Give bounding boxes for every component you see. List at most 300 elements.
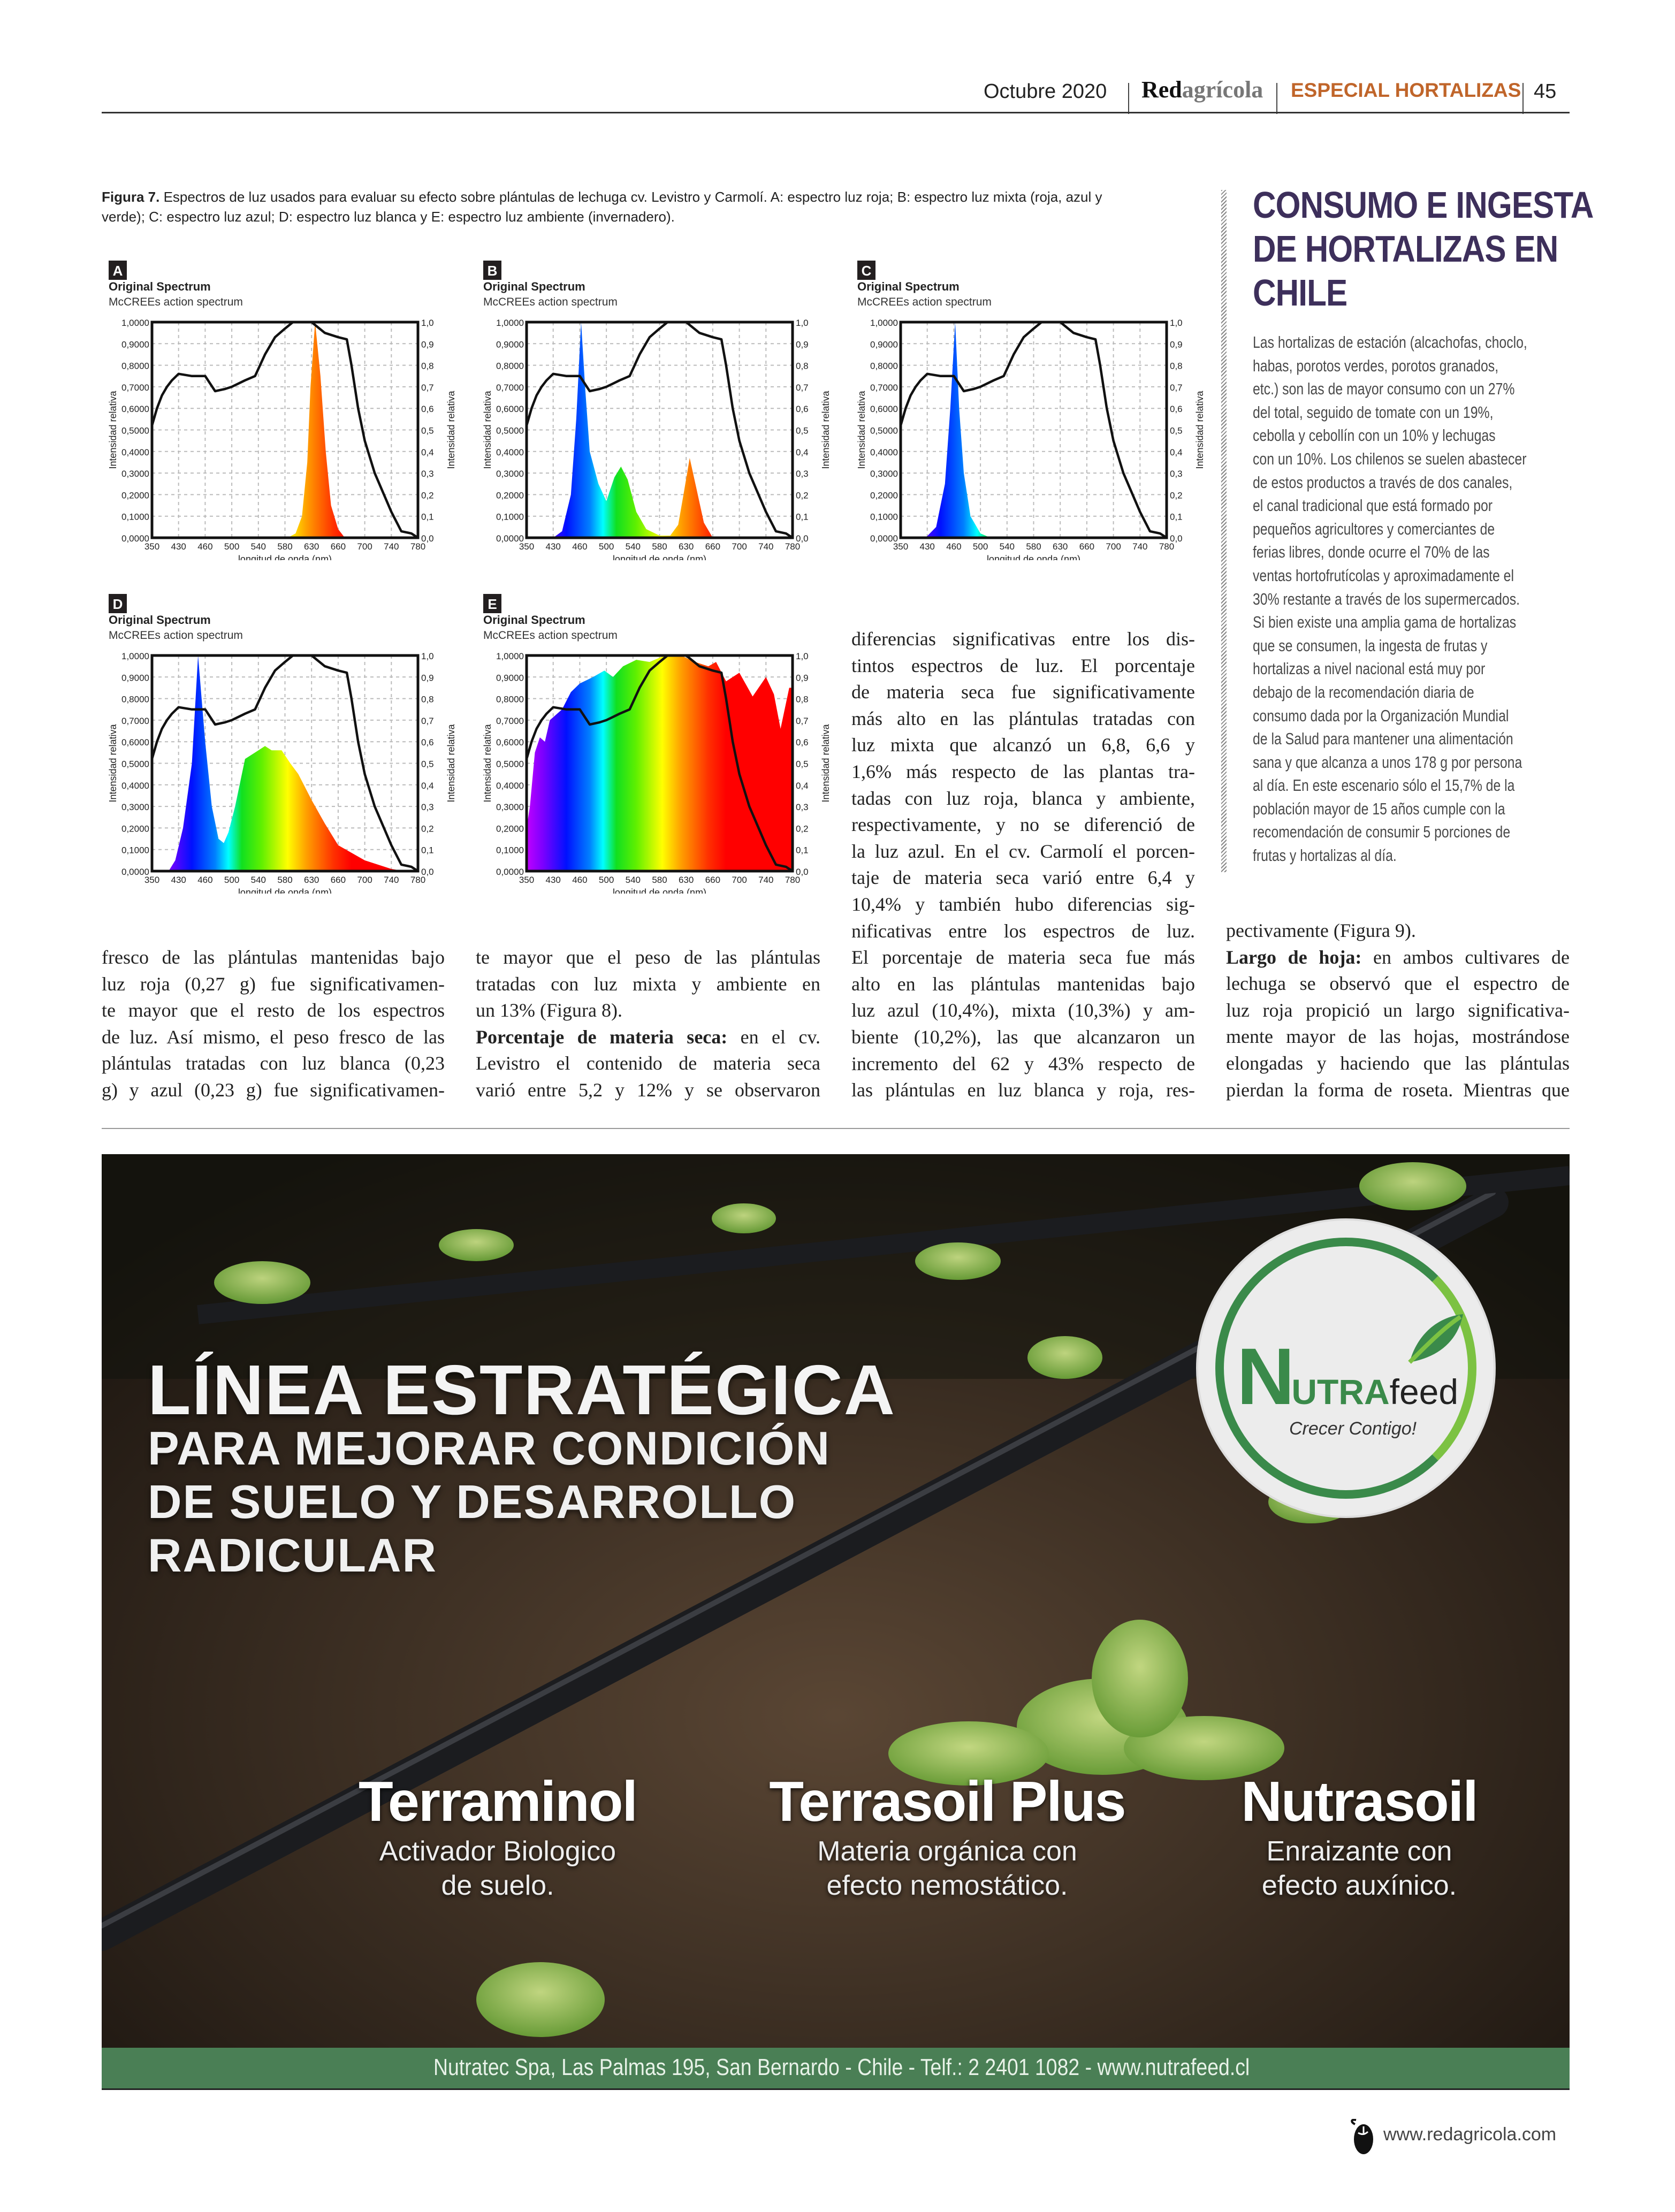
- y-tick-label-right: 0,9: [421, 339, 434, 350]
- text-line: frutas y hortalizas al día.: [1253, 846, 1397, 865]
- y-axis-label-left: Intensidad relativa: [109, 724, 118, 803]
- text-run: en el cv.: [727, 1026, 820, 1048]
- product-name: Nutrasoil: [1241, 1770, 1478, 1833]
- text-line: diferencias significativas entre los dis-: [851, 628, 1195, 650]
- y-tick-label-right: 0,7: [796, 382, 809, 393]
- y-tick-label-left: 0,7000: [121, 715, 149, 726]
- chart-b: [483, 261, 836, 560]
- y-tick-label-right: 0,2: [421, 823, 434, 834]
- y-tick-label-left: 0,0000: [496, 533, 524, 544]
- x-tick-label: 540: [999, 541, 1015, 552]
- sidebar-title: [1253, 183, 1593, 315]
- x-tick-label: 700: [732, 875, 747, 885]
- x-tick-label: 630: [304, 541, 319, 552]
- text-line: Las hortalizas de estación (alcachofas, choclo,: [1253, 333, 1527, 352]
- x-tick-label: 460: [572, 541, 588, 552]
- x-tick-label: 540: [250, 541, 266, 552]
- product-description: Materia orgánica con: [817, 1836, 1077, 1867]
- section-divider: [102, 1128, 1570, 1129]
- y-tick-label-left: 1,0000: [870, 318, 898, 328]
- x-tick-label: 460: [197, 875, 213, 885]
- text-line: de materia seca fue significativamente: [851, 681, 1195, 703]
- y-tick-label-left: 0,4000: [496, 447, 524, 457]
- y-tick-label-right: 0,5: [421, 425, 434, 436]
- text-line: habas, porotos verdes, porotos granados,: [1253, 356, 1499, 375]
- text-line: más alto en las plántulas tratadas con: [851, 707, 1195, 729]
- figure-caption-text: Espectros de luz usados para evaluar su efecto sobre plántulas de lechuga cv. Levistro y Carmolí. A: espectro luz roja; B: espectro luz mixta (roja, azul y verde); C: espectro luz azul; D: espectro luz blanca y E: espectro luz ambiente (invernadero).: [102, 189, 1102, 225]
- y-tick-label-left: 0,3000: [496, 469, 524, 479]
- text-line: luz azul (10,4%), mixta (10,3%) y am-: [851, 1000, 1195, 1021]
- x-axis-label: longitud de onda (nm): [612, 554, 707, 560]
- website-link[interactable]: www.redagricola.com: [1383, 2124, 1557, 2145]
- x-tick-label: 740: [758, 875, 774, 885]
- y-axis-label-right: Intensidad relativa: [446, 724, 456, 803]
- header-divider: [1522, 83, 1524, 114]
- y-tick-label-right: 0,2: [796, 823, 809, 834]
- y-tick-label-left: 0,5000: [121, 425, 149, 436]
- x-tick-label: 780: [785, 541, 801, 552]
- text-line: fresco de las plántulas mantenidas bajo: [102, 947, 445, 968]
- x-tick-label: 500: [224, 875, 240, 885]
- y-tick-label-left: 0,3000: [121, 802, 149, 813]
- x-axis-label: longitud de onda (nm): [238, 554, 332, 560]
- x-tick-label: 660: [1079, 541, 1095, 552]
- panel-label: A: [112, 263, 123, 279]
- x-tick-label: 430: [171, 541, 186, 552]
- y-tick-label-left: 0,5000: [496, 759, 524, 769]
- x-tick-label: 740: [758, 541, 774, 552]
- y-tick-label-left: 0,8000: [121, 361, 149, 371]
- text-line: cebolla y cebollín con un 10% y lechugas: [1253, 426, 1496, 445]
- y-tick-label-left: 0,4000: [496, 780, 524, 791]
- header-divider: [1276, 83, 1277, 114]
- x-tick-label: 350: [144, 875, 160, 885]
- y-tick-label-left: 0,4000: [121, 447, 149, 457]
- x-tick-label: 580: [652, 541, 667, 552]
- text-line: biente (10,2%), las que alcanzaron un: [851, 1026, 1195, 1048]
- y-tick-label-left: 0,1000: [496, 512, 524, 522]
- x-tick-label: 460: [572, 875, 588, 885]
- text-line: tratadas con luz mixta y ambiente en: [476, 973, 820, 995]
- y-tick-label-left: 0,9000: [870, 339, 898, 350]
- y-tick-label-left: 1,0000: [496, 651, 524, 661]
- text-line: nificativas entre los espectros de luz.: [851, 920, 1195, 942]
- y-tick-label-right: 0,8: [421, 694, 434, 705]
- ad-subheadline: PARA MEJORAR CONDICIÓN: [148, 1422, 831, 1475]
- x-tick-label: 500: [598, 541, 614, 552]
- x-tick-label: 660: [330, 875, 346, 885]
- y-tick-label-right: 0,4: [1170, 447, 1183, 457]
- text-line: taje de materia seca varió entre 6,4 y: [851, 867, 1195, 889]
- x-tick-label: 350: [144, 541, 160, 552]
- header-rule: [102, 112, 1570, 113]
- y-tick-label-left: 0,7000: [870, 382, 898, 393]
- x-tick-label: 350: [893, 541, 909, 552]
- y-tick-label-right: 0,6: [421, 404, 434, 415]
- x-tick-label: 630: [679, 875, 694, 885]
- text-line: debajo de la recomendación diaria de: [1253, 682, 1474, 701]
- text-run: en ambos cultivares de: [1361, 946, 1570, 968]
- x-tick-label: 580: [277, 541, 293, 552]
- text-line: [1226, 918, 1570, 944]
- publication-logo: [1141, 76, 1263, 103]
- y-tick-label-right: 0,4: [796, 780, 809, 791]
- x-tick-label: 630: [304, 875, 319, 885]
- product-terrasoil-plus: [728, 1769, 1167, 1903]
- y-tick-label-left: 0,2000: [121, 490, 149, 501]
- y-tick-label-right: 0,1: [796, 845, 809, 856]
- y-tick-label-right: 1,0: [421, 318, 434, 328]
- x-tick-label: 540: [250, 875, 266, 885]
- text-line: hortalizas a nivel nacional está muy por: [1253, 659, 1486, 678]
- y-tick-label-left: 0,5000: [496, 425, 524, 436]
- y-tick-label-left: 1,0000: [496, 318, 524, 328]
- y-tick-label-left: 0,1000: [870, 512, 898, 522]
- x-tick-label: 580: [1026, 541, 1041, 552]
- chart-title: Original Spectrum: [109, 613, 211, 627]
- y-tick-label-right: 1,0: [796, 651, 809, 661]
- x-tick-label: 700: [357, 875, 372, 885]
- x-tick-label: 780: [785, 875, 801, 885]
- y-axis-label-right: Intensidad relativa: [1194, 391, 1205, 469]
- chart-subtitle: McCREEs action spectrum: [857, 296, 992, 308]
- figure-label: Figura 7.: [102, 189, 160, 205]
- y-tick-label-right: 0,3: [796, 469, 809, 479]
- y-tick-label-right: 0,7: [421, 382, 434, 393]
- x-tick-label: 500: [972, 541, 988, 552]
- y-tick-label-right: 0,6: [796, 737, 809, 748]
- run-in-heading: Porcentaje de materia seca:: [476, 1026, 728, 1048]
- product-terraminol: [321, 1769, 674, 1903]
- text-line: mente mayor de las hojas, mostrándose: [1226, 1026, 1570, 1048]
- x-tick-label: 350: [519, 541, 535, 552]
- text-line: tintos espectros de luz. El porcentaje: [851, 654, 1195, 676]
- x-tick-label: 460: [946, 541, 962, 552]
- spectrum-chart: [483, 261, 836, 560]
- x-tick-label: 700: [732, 541, 747, 552]
- y-tick-label-right: 0,7: [1170, 382, 1183, 393]
- text-line: de estos productos a través de dos canales,: [1253, 472, 1513, 492]
- y-tick-label-left: 0,2000: [496, 490, 524, 501]
- product-description: Enraizante con: [1266, 1836, 1452, 1867]
- text-line: lechuga se observó que el espectro de: [1226, 973, 1570, 995]
- x-tick-label: 740: [384, 875, 399, 885]
- x-tick-label: 740: [1132, 541, 1148, 552]
- x-tick-label: 430: [919, 541, 935, 552]
- x-tick-label: 580: [277, 875, 293, 885]
- text-line: etc.) son las de mayor consumo con un 27%: [1253, 379, 1515, 399]
- y-axis-label-right: Intensidad relativa: [820, 724, 831, 803]
- y-tick-label-right: 0,8: [796, 361, 809, 371]
- y-tick-label-left: 0,2000: [870, 490, 898, 501]
- y-tick-label-right: 0,0: [1170, 533, 1183, 544]
- y-tick-label-right: 0,1: [1170, 512, 1183, 522]
- text-line: [476, 1024, 820, 1051]
- text-line: ferias libres, donde ocurre el 70% de las: [1253, 543, 1490, 562]
- x-tick-label: 630: [679, 541, 694, 552]
- y-tick-label-left: 0,4000: [121, 780, 149, 791]
- y-tick-label-left: 0,8000: [870, 361, 898, 371]
- product-nutrasoil: [1177, 1769, 1541, 1903]
- text-line: Levistro el contenido de materia seca: [476, 1052, 820, 1074]
- y-tick-label-left: 0,7000: [496, 382, 524, 393]
- y-tick-label-left: 0,7000: [496, 715, 524, 726]
- y-tick-label-right: 0,7: [421, 715, 434, 726]
- chart-a: [109, 261, 462, 560]
- spectrum-chart: [483, 594, 836, 894]
- text-line: que se consumen, la ingesta de frutas y: [1253, 636, 1488, 655]
- product-description: Activador Biologico: [379, 1836, 616, 1867]
- run-in-heading: Largo de hoja:: [1226, 946, 1362, 968]
- text-line: población mayor de 15 años cumple con la: [1253, 799, 1505, 818]
- y-tick-label-left: 0,3000: [121, 469, 149, 479]
- product-description: efecto auxínico.: [1261, 1870, 1457, 1901]
- y-tick-label-left: 1,0000: [121, 318, 149, 328]
- panel-label: D: [112, 596, 123, 612]
- chart-c: [857, 261, 1210, 560]
- y-tick-label-right: 0,2: [421, 490, 434, 501]
- figure-caption: [102, 187, 1135, 227]
- y-tick-label-left: 0,7000: [121, 382, 149, 393]
- text-line: Si bien existe una amplia gama de hortalizas: [1253, 613, 1517, 632]
- x-tick-label: 630: [1053, 541, 1068, 552]
- text-line: tadas con luz roja, blanca y ambiente,: [851, 787, 1195, 809]
- text-line: pierdan la forma de roseta. Mientras que: [1226, 1079, 1570, 1101]
- y-tick-label-right: 0,9: [1170, 339, 1183, 350]
- logo-text: UTRA: [1291, 1372, 1390, 1412]
- sidebar-title-line: CHILE: [1253, 272, 1347, 314]
- x-tick-label: 780: [1159, 541, 1175, 552]
- text-line: recomendación de consumir 5 porciones de: [1253, 822, 1511, 842]
- nutrafeed-logo: [1196, 1218, 1496, 1518]
- chart-subtitle: McCREEs action spectrum: [109, 296, 243, 308]
- text-line: te mayor que el peso de las plántulas: [476, 947, 820, 968]
- text-line: de luz. Así mismo, el peso fresco de las: [102, 1026, 445, 1048]
- y-tick-label-left: 0,5000: [870, 425, 898, 436]
- x-tick-label: 780: [410, 541, 426, 552]
- y-tick-label-left: 0,6000: [870, 404, 898, 415]
- chart-title: Original Spectrum: [857, 280, 960, 293]
- chart-title: Original Spectrum: [483, 613, 585, 627]
- y-tick-label-left: 0,3000: [496, 802, 524, 813]
- text-line: consumo dada por la Organización Mundial: [1253, 706, 1509, 725]
- y-tick-label-left: 0,1000: [496, 845, 524, 856]
- x-tick-label: 660: [705, 875, 721, 885]
- mouse-icon: [1349, 2119, 1375, 2156]
- y-tick-label-right: 1,0: [421, 651, 434, 661]
- text-line: varió entre 5,2 y 12% y se observaron: [476, 1079, 820, 1101]
- y-tick-label-right: 0,0: [421, 533, 434, 544]
- product-name: Terraminol: [359, 1770, 637, 1833]
- article-column-1: [102, 944, 445, 1104]
- y-tick-label-left: 0,8000: [121, 694, 149, 705]
- y-tick-label-right: 0,0: [796, 867, 809, 877]
- y-axis-label-left: Intensidad relativa: [483, 391, 493, 469]
- ad-contact-info[interactable]: Nutratec Spa, Las Palmas 195, San Bernardo - Chile - Telf.: 2 2401 1082 - www.nutrafeed.cl: [433, 2054, 1250, 2080]
- text-line: sana y que alcanza a unos 178 g por persona: [1253, 752, 1522, 772]
- x-tick-label: 500: [224, 541, 240, 552]
- y-tick-label-right: 0,2: [1170, 490, 1183, 501]
- y-tick-label-left: 0,9000: [496, 673, 524, 683]
- y-tick-label-left: 0,4000: [870, 447, 898, 457]
- y-tick-label-left: 0,1000: [121, 845, 149, 856]
- y-tick-label-right: 0,5: [796, 425, 809, 436]
- y-tick-label-right: 0,5: [421, 759, 434, 769]
- chart-subtitle: McCREEs action spectrum: [483, 629, 618, 642]
- panel-label: C: [861, 263, 872, 279]
- x-tick-label: 700: [1106, 541, 1121, 552]
- y-tick-label-right: 0,4: [421, 447, 434, 457]
- spectrum-chart: [857, 261, 1210, 560]
- text-line: El porcentaje de materia seca fue más: [851, 947, 1195, 968]
- y-tick-label-right: 0,6: [1170, 404, 1183, 415]
- y-tick-label-right: 0,4: [421, 780, 434, 791]
- text-line: alto en las plántulas mantenidas bajo: [851, 973, 1195, 995]
- text-line: las plántulas en luz blanca y roja, res-: [851, 1079, 1195, 1101]
- y-tick-label-left: 0,0000: [121, 867, 149, 877]
- product-description: efecto nemostático.: [826, 1870, 1068, 1901]
- text-line: te mayor que el resto de los espectros: [102, 1000, 445, 1021]
- page-number: 45: [1534, 80, 1557, 103]
- text-line: luz mixta que alcanzó un 6,8, 6,6 y: [851, 734, 1195, 756]
- x-tick-label: 580: [652, 875, 667, 885]
- y-tick-label-left: 0,1000: [121, 512, 149, 522]
- y-tick-label-right: 0,8: [421, 361, 434, 371]
- y-tick-label-right: 0,9: [796, 673, 809, 683]
- y-tick-label-left: 0,8000: [496, 694, 524, 705]
- y-tick-label-right: 0,8: [1170, 361, 1183, 371]
- y-tick-label-right: 0,5: [1170, 425, 1183, 436]
- text-line: al día. En este escenario sólo el 15,7% de la: [1253, 776, 1515, 795]
- text-run: pectivamente (Figura 9).: [1226, 920, 1416, 941]
- y-axis-label-right: Intensidad relativa: [446, 391, 456, 469]
- ad-headline: LÍNEA ESTRATÉGICA: [148, 1351, 896, 1429]
- issue-date: Octubre 2020: [984, 80, 1107, 103]
- y-tick-label-left: 0,2000: [121, 823, 149, 834]
- panel-label: E: [488, 596, 497, 612]
- article-column-3: [851, 626, 1195, 1104]
- logo-text: feed: [1389, 1372, 1459, 1412]
- y-tick-label-left: 0,9000: [496, 339, 524, 350]
- text-line: 1,6% más respecto de las plantas tra-: [851, 760, 1195, 782]
- y-tick-label-right: 0,1: [796, 512, 809, 522]
- x-axis-label: longitud de onda (nm): [612, 887, 707, 894]
- product-description: de suelo.: [441, 1870, 554, 1901]
- y-tick-label-right: 1,0: [1170, 318, 1183, 328]
- text-line: 30% restante a través de los supermercados.: [1253, 589, 1520, 608]
- sidebar-title-line: CONSUMO E INGESTA: [1253, 184, 1594, 226]
- y-tick-label-right: 0,6: [796, 404, 809, 415]
- y-tick-label-right: 0,1: [421, 845, 434, 856]
- y-tick-label-right: 0,9: [796, 339, 809, 350]
- x-tick-label: 660: [330, 541, 346, 552]
- text-line: con un 10%. Los chilenos se suelen abastecer: [1253, 449, 1527, 468]
- text-line: g) y azul (0,23 g) fue significativamen-: [102, 1079, 445, 1101]
- y-tick-label-right: 0,0: [421, 867, 434, 877]
- section-title: ESPECIAL HORTALIZAS: [1291, 79, 1521, 101]
- text-line: luz roja (0,27 g) fue significativamen-: [102, 973, 445, 995]
- text-line: pequeños agricultores y comerciantes de: [1253, 519, 1495, 538]
- x-tick-label: 740: [384, 541, 399, 552]
- y-tick-label-right: 0,5: [796, 759, 809, 769]
- logo-agricola: agrícola: [1182, 77, 1263, 103]
- text-line: [476, 997, 820, 1024]
- spectrum-chart: [109, 594, 462, 894]
- text-line: del total, seguido de tomate con un 19%,: [1253, 402, 1494, 422]
- sidebar-title-line: DE HORTALIZAS EN: [1253, 228, 1558, 270]
- y-tick-label-left: 0,6000: [121, 737, 149, 748]
- ad-subheadline: DE SUELO Y DESARROLLO: [148, 1475, 797, 1528]
- x-tick-label: 540: [625, 541, 641, 552]
- chart-title: Original Spectrum: [109, 280, 211, 293]
- y-tick-label-right: 0,0: [796, 533, 809, 544]
- logo-letter: N: [1237, 1331, 1292, 1421]
- chart-subtitle: McCREEs action spectrum: [109, 629, 243, 642]
- text-line: elongadas y haciendo que las plántulas: [1226, 1052, 1570, 1074]
- chart-subtitle: McCREEs action spectrum: [483, 296, 618, 308]
- text-line: ventas hortofrutícolas y aproximadamente el: [1253, 566, 1514, 585]
- y-tick-label-left: 0,6000: [496, 404, 524, 415]
- y-axis-label-right: Intensidad relativa: [820, 391, 831, 469]
- y-tick-label-left: 0,3000: [870, 469, 898, 479]
- x-tick-label: 460: [197, 541, 213, 552]
- text-run: un 13% (Figura 8).: [476, 1000, 622, 1021]
- product-name: Terrasoil Plus: [769, 1770, 1125, 1833]
- y-tick-label-left: 0,9000: [121, 339, 149, 350]
- y-tick-label-left: 0,5000: [121, 759, 149, 769]
- ad-subheadline: RADICULAR: [148, 1529, 438, 1582]
- x-tick-label: 430: [545, 875, 561, 885]
- y-tick-label-right: 0,2: [796, 490, 809, 501]
- chart-title: Original Spectrum: [483, 280, 585, 293]
- y-tick-label-right: 0,8: [796, 694, 809, 705]
- text-line: [1226, 944, 1570, 971]
- logo-red: Red: [1141, 77, 1182, 103]
- x-tick-label: 780: [410, 875, 426, 885]
- y-tick-label-right: 0,6: [421, 737, 434, 748]
- x-tick-label: 700: [357, 541, 372, 552]
- x-tick-label: 430: [545, 541, 561, 552]
- y-tick-label-left: 0,9000: [121, 673, 149, 683]
- nutrafeed-advertisement[interactable]: [102, 1154, 1570, 2090]
- y-tick-label-right: 0,3: [796, 802, 809, 813]
- leaf-icon: [1407, 1311, 1466, 1365]
- y-tick-label-right: 0,9: [421, 673, 434, 683]
- y-axis-label-left: Intensidad relativa: [857, 391, 867, 469]
- sidebar-body: [1253, 331, 1527, 867]
- text-line: luz roja propició un largo significativa-: [1226, 999, 1570, 1021]
- y-axis-label-left: Intensidad relativa: [109, 391, 118, 469]
- y-tick-label-left: 0,0000: [121, 533, 149, 544]
- y-tick-label-right: 0,4: [796, 447, 809, 457]
- y-tick-label-right: 1,0: [796, 318, 809, 328]
- text-line: 10,4% y también hubo diferencias sig-: [851, 893, 1195, 915]
- header-divider: [1128, 83, 1129, 114]
- panel-label: B: [487, 263, 498, 279]
- text-line: el canal tradicional que está formado por: [1253, 496, 1493, 515]
- y-tick-label-right: 0,3: [1170, 469, 1183, 479]
- y-tick-label-left: 0,6000: [496, 737, 524, 748]
- y-tick-label-left: 1,0000: [121, 651, 149, 661]
- x-tick-label: 350: [519, 875, 535, 885]
- y-tick-label-left: 0,2000: [496, 823, 524, 834]
- x-axis-label: longitud de onda (nm): [238, 887, 332, 894]
- y-tick-label-left: 0,0000: [496, 867, 524, 877]
- y-tick-label-left: 0,8000: [496, 361, 524, 371]
- x-tick-label: 430: [171, 875, 186, 885]
- y-tick-label-left: 0,0000: [870, 533, 898, 544]
- article-column-2: [476, 944, 820, 1104]
